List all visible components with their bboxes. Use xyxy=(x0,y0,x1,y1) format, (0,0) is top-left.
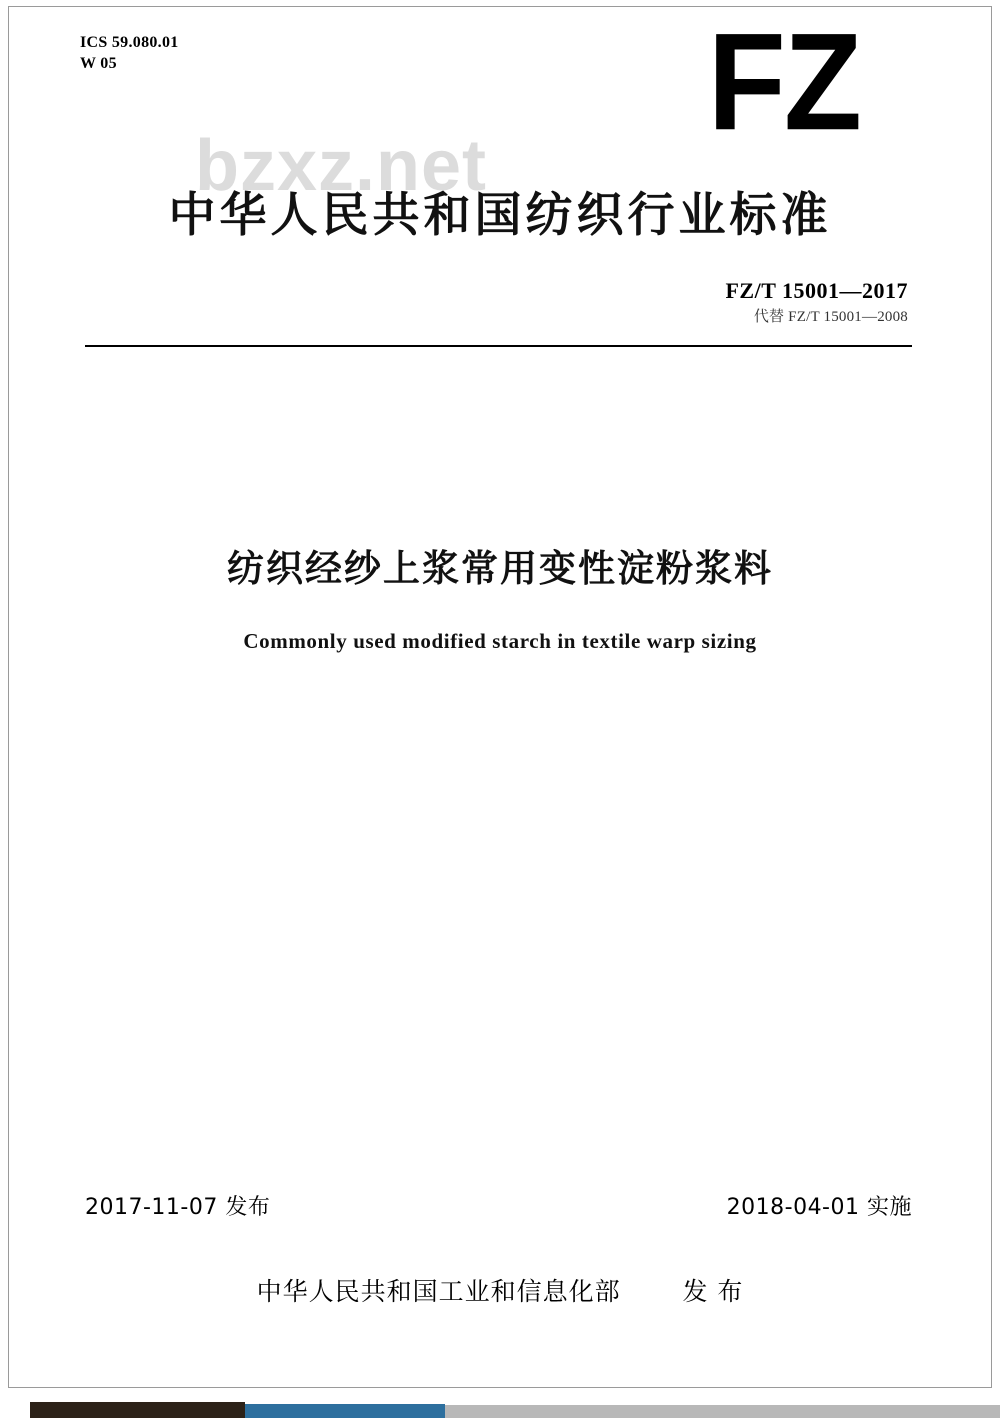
document-title-cn: 纺织经纱上浆常用变性淀粉浆料 xyxy=(227,547,773,590)
ics-code-block xyxy=(80,32,179,74)
header-divider xyxy=(85,345,912,347)
issuing-authority xyxy=(0,1272,1000,1308)
page-title: 中华人民共和国纺织行业标准 xyxy=(168,188,832,243)
bottom-strip-dark xyxy=(30,1402,245,1418)
fz-logo: FZ xyxy=(707,5,860,160)
issue-date: 2017-11-07 发布 xyxy=(85,1195,271,1220)
replaced-standard: 代替 FZ/T 15001—2008 xyxy=(753,309,908,325)
document-title-en: Commonly used modified starch in textile warp sizing xyxy=(243,629,757,653)
issuing-authority-name: 中华人民共和国工业和信息化部 xyxy=(256,1277,621,1306)
issuing-authority-suffix: 发 布 xyxy=(682,1277,744,1306)
bottom-strip-gray xyxy=(445,1405,1000,1418)
implementation-date: 2018-04-01 实施 xyxy=(726,1195,912,1220)
watermark: bzxz.net xyxy=(195,126,488,206)
bottom-strip-blue xyxy=(245,1404,445,1418)
standard-number: FZ/T 15001—2017 xyxy=(725,278,908,303)
ics-code: ICS 59.080.01 xyxy=(80,34,179,51)
classification-code: W 05 xyxy=(80,55,117,72)
bottom-strip xyxy=(0,1400,1000,1418)
